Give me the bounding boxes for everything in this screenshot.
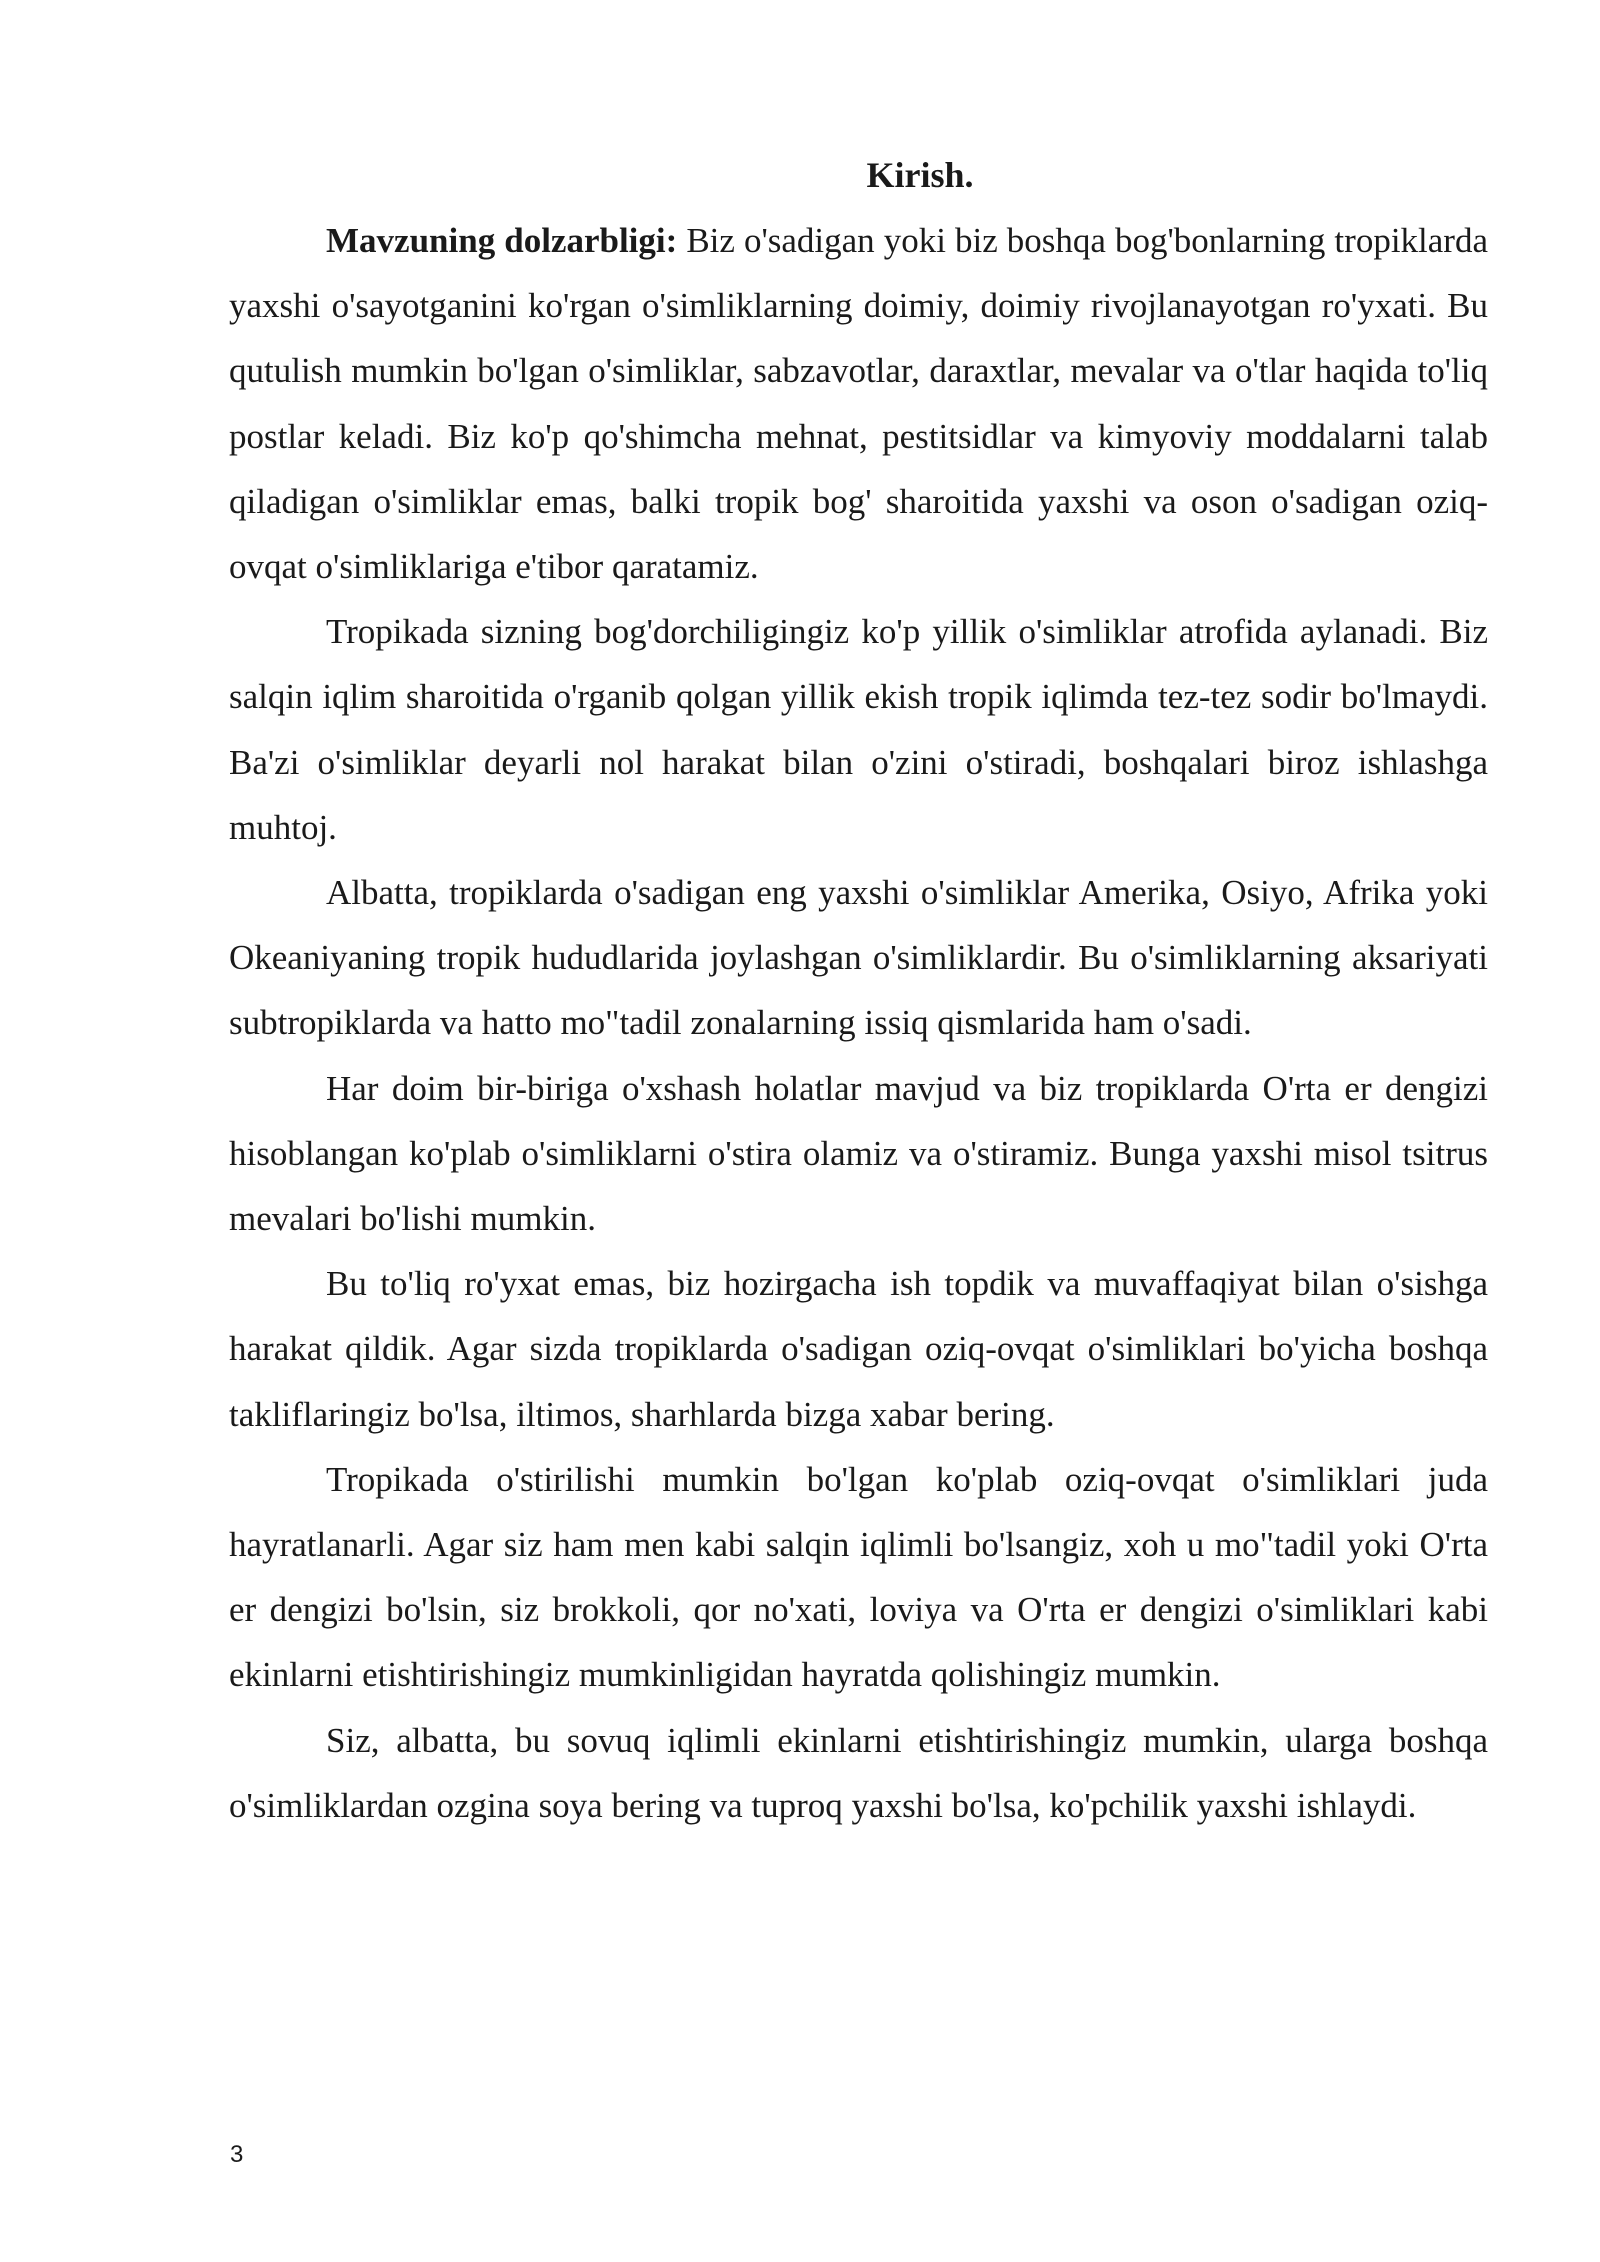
paragraph: Tropikada o'stirilishi mumkin bo'lgan ko'plab oziq-ovqat o'simliklari juda hayratlanarli. Agar siz ham men kabi salqin iqlimli bo'lsangiz, xoh u mo"tadil yoki O'rta er dengizi bo'lsin, siz brokkoli, qor no'xati, loviya va O'rta er dengizi o'simliklari kabi ekinlarni etishtirishingiz mumkinligidan hayratda qolishingiz mumkin.: [229, 1459, 1488, 1695]
paragraph: Bu to'liq ro'yxat emas, biz hozirgacha ish topdik va muvaffaqiyat bilan o'sishga harakat qildik. Agar sizda tropiklarda o'sadigan oziq-ovqat o'simliklari bo'yicha boshqa takliflaringiz bo'lsa, iltimos, sharhlarda bizga xabar bering.: [229, 1264, 1488, 1434]
paragraph-relevance: [229, 208, 1488, 599]
page-number: 3: [230, 2141, 244, 2168]
page-title: Kirish.: [866, 155, 974, 195]
paragraph: Har doim bir-biriga o'xshash holatlar mavjud va biz tropiklarda O'rta er dengizi hisoblangan ko'plab o'simliklarni o'stira olamiz va o'stiramiz. Bunga yaxshi misol tsitrus mevalari bo'lishi mumkin.: [229, 1068, 1488, 1239]
paragraph: Tropikada sizning bog'dorchiligingiz ko'p yillik o'simliklar atrofida aylanadi. Biz salqin iqlim sharoitida o'rganib qolgan yillik ekish tropik iqlimda tez-tez sodir bo'lmaydi. Ba'zi o'simliklar deyarli nol harakat bilan o'zini o'stiradi, boshqalari biroz ishlashga muhtoj.: [229, 612, 1488, 847]
paragraph: Siz, albatta, bu sovuq iqlimli ekinlarni etishtirishingiz mumkin, ularga boshqa o'simliklardan ozgina soya bering va tuproq yaxshi bo'lsa, ko'pchilik yaxshi ishlaydi.: [229, 1720, 1488, 1825]
paragraph-text: Biz o'sadigan yoki biz boshqa bog'bonlarning tropiklarda yaxshi o'sayotganini ko'rgan o'simliklarning doimiy, doimiy rivojlanayotgan ro'yxati. Bu qutulish mumkin bo'lgan o'simliklar, sabzavotlar, daraxtlar, mevalar va o'tlar haqida to'liq postlar keladi. Biz ko'p qo'shimcha mehnat, pestitsidlar va kimyoviy moddalarni talab qiladigan o'simliklar emas, balki tropik bog' sharoitida yaxshi va oson o'sadigan oziq-ovqat o'simliklariga e'tibor qaratamiz.: [229, 221, 1488, 587]
paragraph: Albatta, tropiklarda o'sadigan eng yaxshi o'simliklar Amerika, Osiyo, Afrika yoki Okeaniyaning tropik hududlarida joylashgan o'simliklardir. Bu o'simliklarning aksariyati subtropiklarda va hatto mo"tadil zonalarning issiq qismlarida ham o'sadi.: [229, 873, 1488, 1043]
body-text: [229, 208, 1488, 1838]
lead-label: Mavzuning dolzarbligi:: [326, 221, 678, 260]
